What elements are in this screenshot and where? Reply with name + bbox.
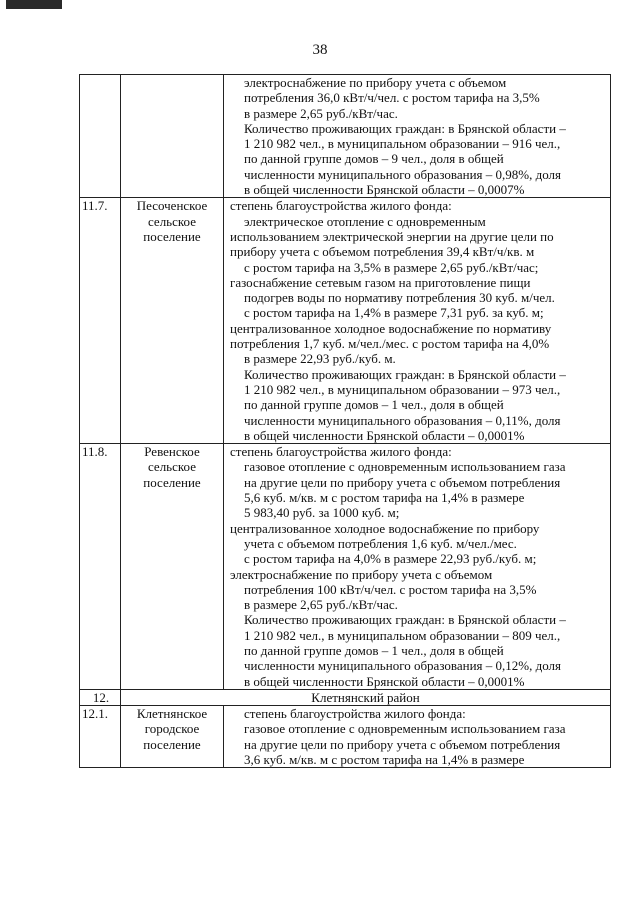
settlement-name-line: Ревенское xyxy=(144,444,200,460)
description-line: по данной группе домов – 9 чел., доля в общей xyxy=(244,151,504,167)
description-line: степень благоустройства жилого фонда: xyxy=(230,198,452,214)
description-line: потребления 1,7 куб. м/чел./мес. с ростом тарифа на 4,0% xyxy=(230,336,550,352)
description-line: с ростом тарифа на 4,0% в размере 22,93 руб./куб. м; xyxy=(244,551,537,567)
region-title: Клетнянский район xyxy=(121,689,611,705)
description-line: газовое отопление с одновременным использованием газа xyxy=(244,459,566,475)
description-line: централизованное холодное водоснабжение по прибору xyxy=(230,520,540,536)
settlement-name-line: сельское xyxy=(148,213,196,229)
settlement-name xyxy=(121,444,224,690)
description-line: 3,6 куб. м/кв. м с ростом тарифа на 1,4% в размере xyxy=(244,752,525,768)
description-line: прибору учета с объемом потребления 39,4 кВт/ч/кв. м xyxy=(230,244,535,260)
description-line: газовое отопление с одновременным использованием газа xyxy=(244,721,566,737)
settlement-name-line: поселение xyxy=(143,474,201,490)
housing-description xyxy=(224,75,611,198)
description-line: на другие цели по прибору учета с объемом потребления xyxy=(244,474,561,490)
housing-description xyxy=(224,706,611,768)
row-number: 12.1. xyxy=(80,706,121,768)
table-row xyxy=(80,444,611,690)
description-line: численности муниципального образования – 0,98%, доля xyxy=(244,166,562,182)
description-line: газоснабжение сетевым газом на приготовление пищи xyxy=(230,274,531,290)
description-line: степень благоустройства жилого фонда: xyxy=(244,706,466,722)
settlement-name-line: Клетнянское xyxy=(136,706,208,722)
description-line: в размере 2,65 руб./кВт/час. xyxy=(244,597,398,613)
settlement-name xyxy=(121,75,224,198)
settlement-name-line: Песоченское xyxy=(136,198,208,214)
table-row xyxy=(80,706,611,768)
housing-description xyxy=(224,198,611,444)
description-line: 1 210 982 чел., в муниципальном образовании – 809 чел., xyxy=(244,627,561,643)
description-line: 1 210 982 чел., в муниципальном образовании – 973 чел., xyxy=(244,381,561,397)
scan-corner-mark xyxy=(6,0,62,9)
description-line: использованием электрической энергии на другие цели по xyxy=(230,228,554,244)
row-number: 11.8. xyxy=(80,444,121,690)
description-line: степень благоустройства жилого фонда: xyxy=(230,444,452,460)
description-line: электроснабжение по прибору учета с объемом xyxy=(230,566,493,582)
description-line: электрическое отопление с одновременным xyxy=(244,213,486,229)
region-row xyxy=(80,689,611,705)
description-line: подогрев воды по нормативу потребления 30 куб. м/чел. xyxy=(244,290,555,306)
description-line: в общей численности Брянской области – 0,0007% xyxy=(244,182,525,198)
row-number: 12. xyxy=(80,689,121,705)
description-line: по данной группе домов – 1 чел., доля в общей xyxy=(244,642,504,658)
description-line: по данной группе домов – 1 чел., доля в общей xyxy=(244,397,504,413)
description-line: в общей численности Брянской области – 0,0001% xyxy=(244,427,525,443)
housing-description xyxy=(224,444,611,690)
description-line: потребления 36,0 кВт/ч/чел. с ростом тарифа на 3,5% xyxy=(244,90,540,106)
description-line: 5 983,40 руб. за 1000 куб. м; xyxy=(244,505,400,521)
description-line: Количество проживающих граждан: в Брянской области – xyxy=(244,120,566,136)
description-line: учета с объемом потребления 1,6 куб. м/чел./мес. xyxy=(244,535,517,551)
description-line: с ростом тарифа на 1,4% в размере 7,31 руб. за куб. м; xyxy=(244,305,544,321)
description-line: на другие цели по прибору учета с объемом потребления xyxy=(244,736,561,752)
page-number: 38 xyxy=(312,42,328,58)
settlement-name-line: поселение xyxy=(143,228,201,244)
description-line: электроснабжение по прибору учета с объемом xyxy=(244,75,507,90)
description-line: в размере 2,65 руб./кВт/час. xyxy=(244,105,398,121)
table-row xyxy=(80,198,611,444)
tariff-table xyxy=(79,74,611,768)
description-line: численности муниципального образования – 0,11%, доля xyxy=(244,412,561,428)
settlement-name-line: сельское xyxy=(148,459,196,475)
description-line: потребления 100 кВт/ч/чел. с ростом тарифа на 3,5% xyxy=(244,581,537,597)
settlement-name xyxy=(121,706,224,768)
settlement-name-line: поселение xyxy=(143,736,201,752)
description-line: численности муниципального образования – 0,12%, доля xyxy=(244,658,562,674)
description-line: Количество проживающих граждан: в Брянской области – xyxy=(244,366,566,382)
description-line: централизованное холодное водоснабжение по нормативу xyxy=(230,320,552,336)
settlement-name xyxy=(121,198,224,444)
description-line: 1 210 982 чел., в муниципальном образовании – 916 чел., xyxy=(244,136,561,152)
description-line: Количество проживающих граждан: в Брянской области – xyxy=(244,612,566,628)
description-line: с ростом тарифа на 3,5% в размере 2,65 руб./кВт/час; xyxy=(244,259,539,275)
settlement-name-line: городское xyxy=(144,721,200,737)
row-number xyxy=(80,75,121,198)
description-line: 5,6 куб. м/кв. м с ростом тарифа на 1,4% в размере xyxy=(244,490,525,506)
row-number: 11.7. xyxy=(80,198,121,444)
description-line: в общей численности Брянской области – 0,0001% xyxy=(244,673,525,689)
description-line: в размере 22,93 руб./куб. м. xyxy=(244,351,396,367)
table-row xyxy=(80,75,611,198)
